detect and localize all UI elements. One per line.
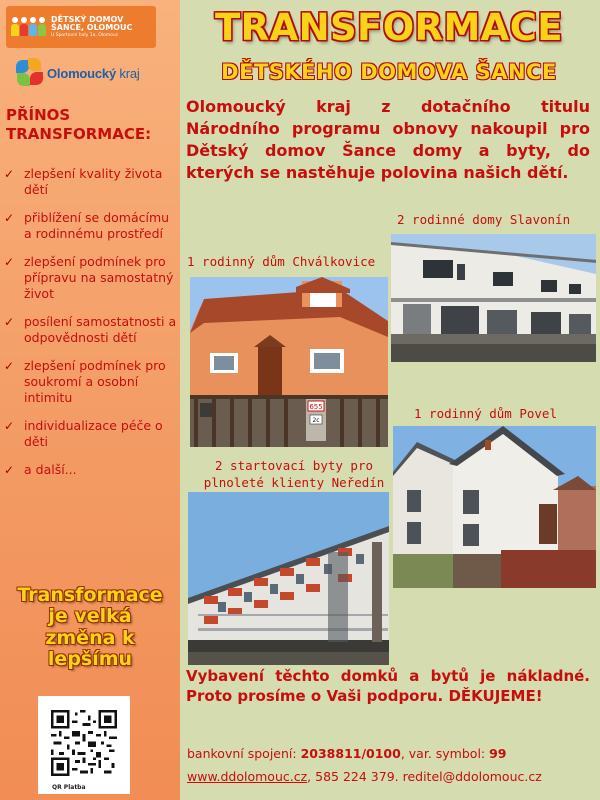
caption-chvalkovice: 1 rodinný dům Chválkovice xyxy=(187,254,376,269)
house-sub-number: 2c xyxy=(312,417,320,424)
support-appeal: Vybavení těchto domků a bytů je nákladné. Proto prosíme o Vaši podporu. DĚKUJEME! xyxy=(186,667,590,705)
intro-text: Olomoucký kraj z dotačního titulu Národního programu obnovy nakoupil pro Dětský domov Šance domy a byty, do kterých se nastěhuje polovina našich dětí. xyxy=(186,97,590,182)
benefit-item: ✓ přiblížení se domácímu a rodinnému prostředí xyxy=(4,210,170,241)
children-figures-icon xyxy=(11,17,46,37)
children-home-logo xyxy=(6,6,156,48)
logo-home-line2: ŠANCE, OLOMOUC xyxy=(51,23,133,33)
benefit-item: ✓ individualizace péče o děti xyxy=(4,418,163,449)
left-column xyxy=(0,0,180,800)
slogan: Transformace je velká změna k lepšímu xyxy=(17,584,163,671)
photo-povel-house xyxy=(393,426,596,588)
checkmark-icon: ✓ xyxy=(4,167,15,181)
logo-home-address: U Sportovní haly 1a, Olomouc xyxy=(51,32,119,38)
benefits-title: PŘÍNOS TRANSFORMACE: xyxy=(6,106,152,143)
checkmark-icon: ✓ xyxy=(4,359,15,373)
checkmark-icon: ✓ xyxy=(4,463,15,477)
caption-slavonin: 2 rodinné domy Slavonín xyxy=(397,212,571,227)
house-number: 655 xyxy=(309,403,323,411)
benefit-item: ✓ a další... xyxy=(4,462,77,477)
logo-home-line1: DĚTSKÝ DOMOV xyxy=(51,14,124,24)
bank-info: bankovní spojení: 2038811/0100, var. symbol: 99 xyxy=(187,746,507,761)
checkmark-icon: ✓ xyxy=(4,315,15,329)
variable-symbol: 99 xyxy=(489,746,507,761)
benefit-item: ✓ zlepšení kvality života dětí xyxy=(4,166,163,197)
region-logo xyxy=(14,56,140,90)
qr-code-icon xyxy=(51,710,117,776)
page-title: TRANSFORMACE xyxy=(215,6,563,49)
checkmark-icon: ✓ xyxy=(4,419,15,433)
qr-payment-code[interactable] xyxy=(38,696,130,794)
contact-info xyxy=(187,769,542,784)
region-flower-icon xyxy=(14,58,44,88)
checkmark-icon: ✓ xyxy=(4,211,15,225)
photo-chvalkovice-house xyxy=(190,277,388,447)
benefits-list xyxy=(2,166,178,490)
benefit-item: ✓ zlepšení podmínek pro soukromí a osobní intimitu xyxy=(4,358,166,405)
region-name: Olomoucký xyxy=(47,65,116,81)
checkmark-icon: ✓ xyxy=(4,255,15,269)
bank-account: 2038811/0100 xyxy=(300,746,401,761)
caption-neredin: 2 startovací byty pro plnoleté klienty Neředín xyxy=(203,458,385,490)
website-link[interactable]: www.ddolomouc.cz xyxy=(187,769,308,784)
photo-slavonin-houses xyxy=(391,234,596,362)
qr-label: QR Platba xyxy=(52,784,86,791)
benefit-item: ✓ posílení samostatnosti a odpovědnosti dětí xyxy=(4,314,177,345)
region-suffix: kraj xyxy=(119,65,140,81)
page-subtitle: DĚTSKÉHO DOMOVA ŠANCE xyxy=(221,60,557,84)
phone-email: , 585 224 379. reditel@ddolomouc.cz xyxy=(307,769,542,784)
caption-povel: 1 rodinný dům Povel xyxy=(414,406,557,421)
benefit-item: ✓ zlepšení podmínek pro přípravu na samostatný život xyxy=(4,254,174,301)
photo-neredin-apartments xyxy=(188,492,389,665)
